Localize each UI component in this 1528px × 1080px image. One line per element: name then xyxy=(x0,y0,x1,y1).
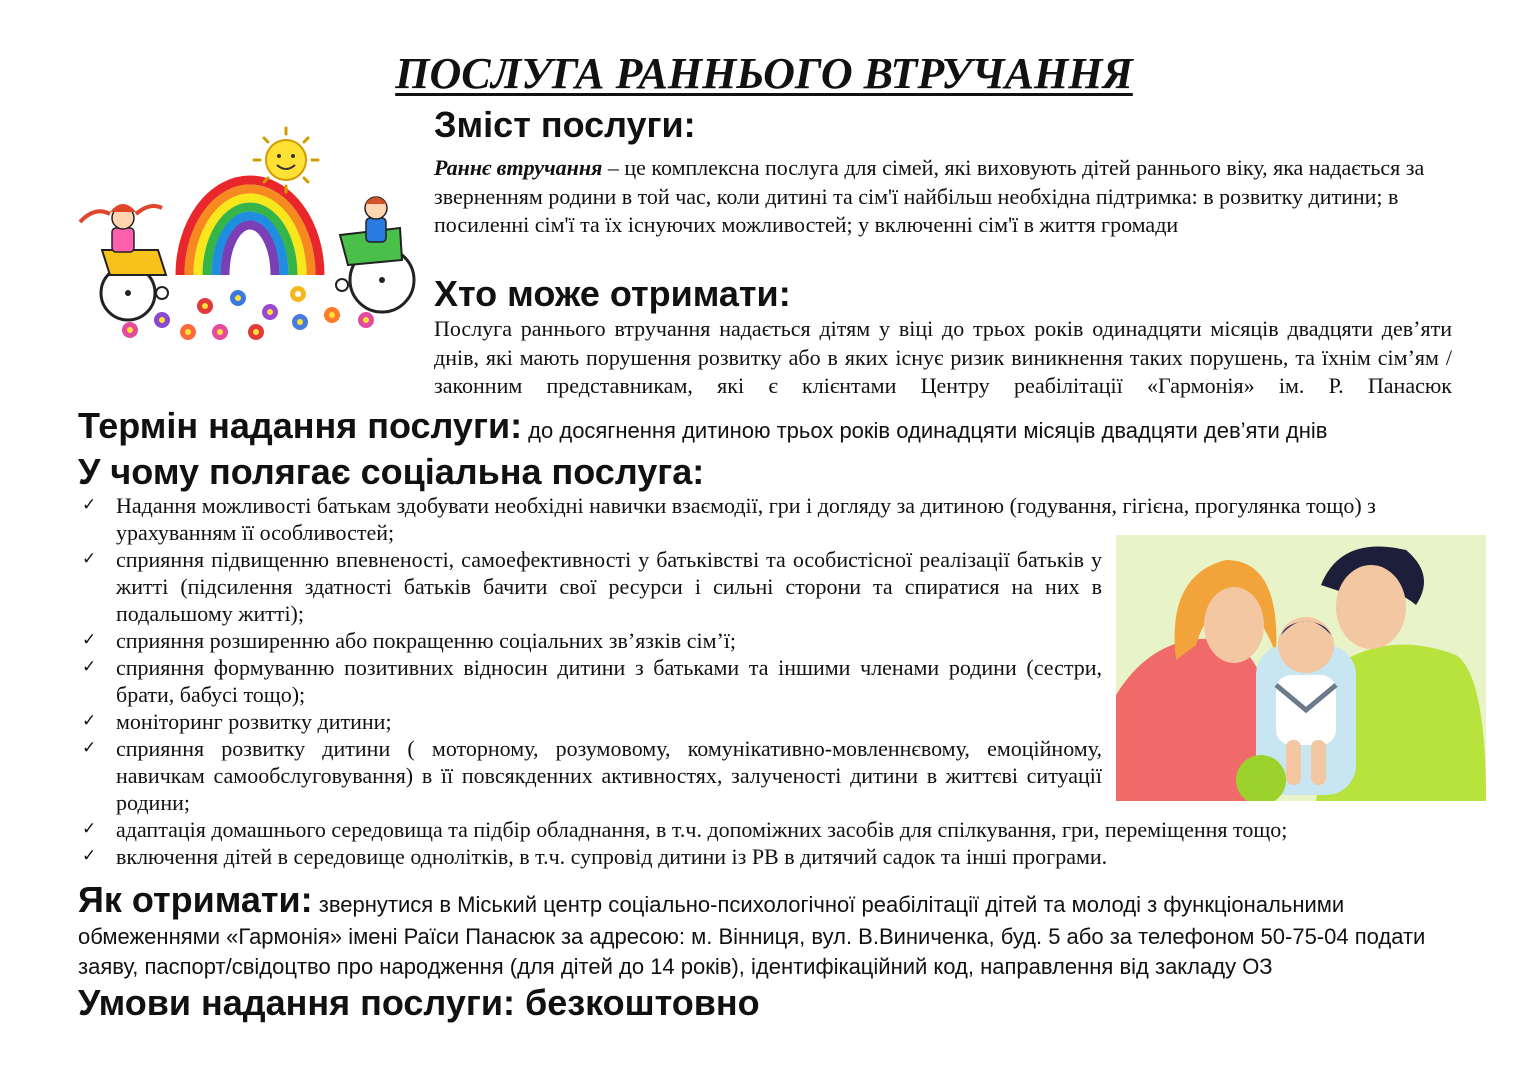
list-item: ✓ адаптація домашнього середовища та підбір обладнання, в т.ч. допоміжних засобів для спілкування, гри, переміщення тощо; xyxy=(82,817,1288,842)
check-icon: ✓ xyxy=(82,738,97,758)
check-icon: ✓ xyxy=(82,549,97,569)
family-illustration xyxy=(1116,535,1486,801)
content-heading: Зміст послуги: xyxy=(434,104,696,145)
girl-wheelchair-icon xyxy=(80,204,168,320)
social-heading: У чому полягає соціальна послуга: xyxy=(78,451,705,492)
conditions-heading: Умови надання послуги: безкоштовно xyxy=(78,982,760,1023)
page-title: ПОСЛУГА РАННЬОГО ВТРУЧАННЯ xyxy=(395,49,1133,98)
term-heading: Термін надання послуги: xyxy=(78,405,523,446)
intro-text: – це комплексна послуга для сімей, які виховують дітей раннього віку, яка надається за зверненням родини в той час, коли дитині та сім'ї найбільш необхідна підтримка: в розвитку дитини; в посиленні сім'ї та їх існуючих можливостей; у включенні сім'ї в життя громади xyxy=(434,155,1425,237)
who-text: Послуга раннього втручання надається дітям у віці до трьох років одинадцяти місяців двадцяти дев’яти днів, які мають порушення розвитку або в яких існує ризик виникнення таких порушень, та їхнім сім’ям / законним представникам, які є клієнтами Центру реабілітації «Гармонія» ім. Р. Панасюк xyxy=(434,316,1452,398)
how-row xyxy=(78,878,1448,982)
list-item: ✓ сприяння формуванню позитивних відносин дитини з батьками та іншими членами родини (сестри, брати, бабусі тощо); xyxy=(82,655,1102,707)
check-icon: ✓ xyxy=(82,819,97,839)
rainbow-icon xyxy=(180,180,320,275)
list-item: ✓ сприяння розвитку дитини ( моторному, розумовому, комунікативно-мовленнєвому, емоційному, навичкам самообслуговування) в її повсякденних активностях, залученості дитини в життєві ситуації родини; xyxy=(82,736,1102,815)
boy-wheelchair-icon xyxy=(336,197,414,312)
rainbow-kids-illustration xyxy=(70,110,426,360)
term-text: до досягнення дитиною трьох років одинадцяти місяців двадцяти дев’яти днів xyxy=(522,418,1328,443)
list-item: ✓ сприяння підвищенню впевненості, самоефективності у батьківстві та особистісної реалізації батьків у житті (підсилення здатності батьків бачити свої ресурси і сильні сторони та спиратися на них в подальшому житті); xyxy=(82,547,1102,626)
check-icon: ✓ xyxy=(82,495,97,515)
who-heading: Хто може отримати: xyxy=(434,273,791,314)
flowers-icon xyxy=(122,286,374,340)
check-icon: ✓ xyxy=(82,711,97,731)
term-row xyxy=(78,404,1518,448)
how-text: звернутися в Міський центр соціально-психологічної реабілітації дітей та молоді з функціональними обмеженнями «Гармонія» імені Раїси Панасюк за адресою: м. Вінниця, вул. В.Виниченка, буд. 5 або за телефоном 50-75-04 подати заяву, паспорт/свідоцтво про народження (для дітей до 14 років), ідентифікаційний код, направлення від закладу ОЗ xyxy=(78,892,1426,979)
intro-term: Раннє втручання xyxy=(434,155,603,180)
check-icon: ✓ xyxy=(82,846,97,866)
how-heading: Як отримати: xyxy=(78,879,313,920)
list-item: ✓ включення дітей в середовище однолітків, в т.ч. супровід дитини із РВ в дитячий садок та інші програми. xyxy=(82,844,1108,869)
list-item: ✓ Надання можливості батькам здобувати необхідні навички взаємодії, гри і догляду за дитиною (годування, гігієна, прогулянка тощо) з урахуванням її особливостей; xyxy=(82,493,1376,545)
sun-icon xyxy=(254,128,318,192)
list-item: ✓ моніторинг розвитку дитини; xyxy=(82,709,392,734)
check-icon: ✓ xyxy=(82,630,97,650)
list-item: ✓ сприяння розширенню або покращенню соціальних зв’язків сім’ї; xyxy=(82,628,737,653)
check-icon: ✓ xyxy=(82,657,97,677)
intro-paragraph xyxy=(434,154,1452,240)
